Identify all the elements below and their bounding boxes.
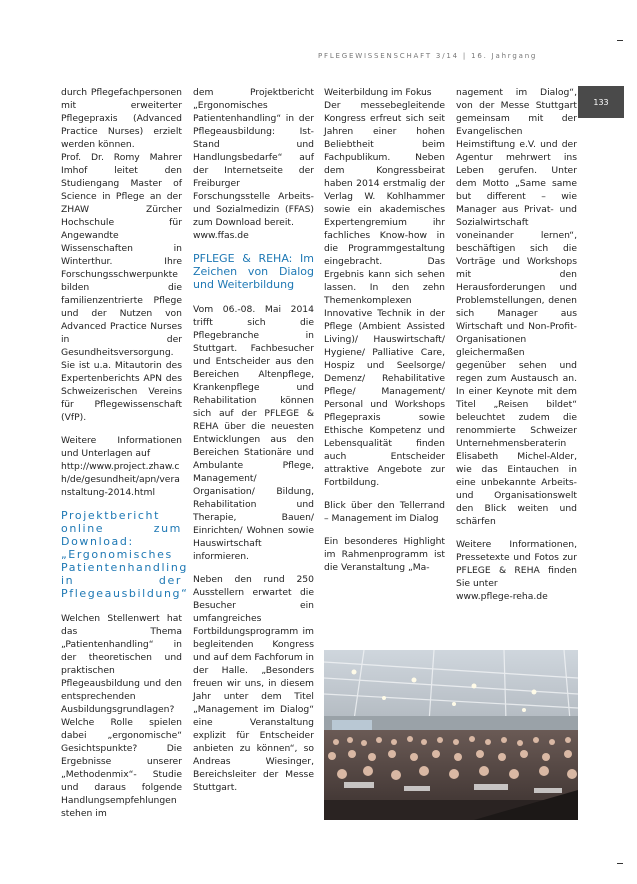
paragraph: nagement im Dialog“, von der Messe Stuttgart gemeinsam mit der Evangelischen Heimstiftung e.V. und der Agentur mehrwert ins Leben gerufen. Unter dem Motto „Same same but different – wie Manager aus Privat- und Sozialwirtschaft voneinander lernen“, beschäftigen sich die Vorträge und Workshops mit den Herausforderungen und Problemstellungen, denen sich Manager aus Wirtschaft und Non-Profit-Organisationen gleichermaßen gegenüber sehen und regen zum Austausch an. In einer Keynote mit dem Titel „Reisen bildet“ beleuchtet zudem die renommierte Schweizer Unternehmensberaterin Elisabeth Michel-Alder, wie das Eintauchen in eine unbekannte Arbeits- und Organisationswelt den Blick weiten und schärfen [456,87,577,527]
info-link[interactable]: http://www.project.zhaw.ch/de/gesundheit/apn/veranstaltung-2014.html [61,461,180,498]
paragraph: Welchen Stellenwert hat das Thema „Patientenhandling“ in der theoretischen und praktischen Pflegeausbildung und den entsprechenden Ausbildungsgrundlagen? Welche Rolle spielen dabei „ergonomische“ Gesichtspunkte? Die Ergebnisse unserer „Methodenmix“- Studie und daraus folgende Handlungsempfehlungen stehen im [61,613,182,819]
column-4 [456,86,577,613]
subheading: Weiterbildung im Fokus [324,87,432,98]
paragraph: durch Pflegefachpersonen mit erweiterter Pflegepraxis (Advanced Practice Nurses) erzielt werden können. [61,87,182,150]
column-3 [324,86,445,584]
conference-audience-image [324,650,578,820]
paragraph: dem Projektbericht „Ergonomisches Patientenhandling“ in der Pflegeausbildung: Ist-Stand und Handlungsbedarfe“ auf der Internetseite der Freiburger Forschungsstelle Arbeits- und Sozialmedizin (FFAS) zum Download bereit. [193,87,314,228]
conference-photo [324,650,578,820]
page-number: 133 [593,97,609,107]
section-heading: PFLEGE & REHA: Im Zeichen von Dialog und Weiterbildung [193,252,314,291]
paragraph: Weitere Informationen und Unterlagen auf [61,435,182,459]
crop-mark [617,40,623,41]
ffas-link[interactable]: www.ffas.de [193,230,249,241]
pflege-reha-link[interactable]: www.pflege-reha.de [456,591,548,602]
paragraph: Ein besonderes Highlight im Rahmenprogramm ist die Veranstaltung „Ma- [324,536,445,573]
paragraph: Prof. Dr. Romy Mahrer Imhof leitet den Studiengang Master of Science in Pflege an der ZHAW Zürcher Hochschule für Angewandte Wissenschaften in Winterthur. Ihre Forschungsschwerpunkte bilden die familienzentrierte Pflege und der Nutzen von Advanced Practice Nurses in der Gesundheitsversorgung. Sie ist u.a. Mitautorin des Expertenberichts APN des Schweizerischen Vereins für Pflegewissenschaft (VfP). [61,152,182,423]
crop-mark [617,863,623,864]
paragraph: Vom 06.-08. Mai 2014 trifft sich die Pflegebranche in Stuttgart. Fachbesucher und Entscheider aus den Bereichen Altenpflege, Krankenpflege und Rehabilitation können sich auf der PFLEGE & REHA über die neuesten Entwicklungen aus den Bereichen Stationäre und Ambulante Pflege, Management/ Organisation/ Bildung, Rehabilitation und Therapie, Bauen/ Einrichten/ Wohnen sowie Hauswirtschaft informieren. [193,304,314,562]
paragraph: Neben den rund 250 Ausstellern erwartet die Besucher ein umfangreiches Fortbildungsprogramm im begleitenden Kongress und auf dem Fachforum in der Halle. „Besonders freuen wir uns, in diesem Jahr unter dem Titel „Management im Dialog“ eine Veranstaltung explizit für Entscheider anbieten zu können“, so Andreas Wiesinger, Bereichsleiter der Messe Stuttgart. [193,574,315,793]
paragraph: Der messebegleitende Kongress erfreut sich seit Jahren einer hohen Beliebtheit beim Fachpublikum. Neben dem Kongressbeirat haben 2014 erstmalig der Verlag W. Kohlhammer sowie ein akademisches Expertengremium ihr fachliches Know-how in die Programmgestaltung eingebracht. Das Ergebnis kann sich sehen lassen. In den zehn Themenkomplexen Innovative Technik in der Pflege (Ambient Assisted Living)/ Hauswirtschaft/ Hygiene/ Palliative Care, Hospiz und Seelsorge/ Demenz/ Rehabilitative Pflege/ Management/ Personal und Workshops Pflegepraxis sowie Ethische Kompetenz und Lebensqualität finden auch Entscheider attraktive Angebote zur Fortbildung. [324,100,445,488]
column-2 [193,86,314,804]
subheading: Blick über den Tellerrand – Management im Dialog [324,500,445,524]
section-heading: Projektbericht online zum Download: „Ergonomisches Patientenhandling in der Pflegeausbildung“ [61,509,189,600]
running-header: PFLEGEWISSENSCHAFT 3/14 | 16. Jahrgang [318,52,538,60]
column-1 [61,86,189,830]
page-number-tab [578,86,624,118]
paragraph: Weitere Informationen, Pressetexte und Fotos zur PFLEGE & REHA finden Sie unter [456,539,577,589]
